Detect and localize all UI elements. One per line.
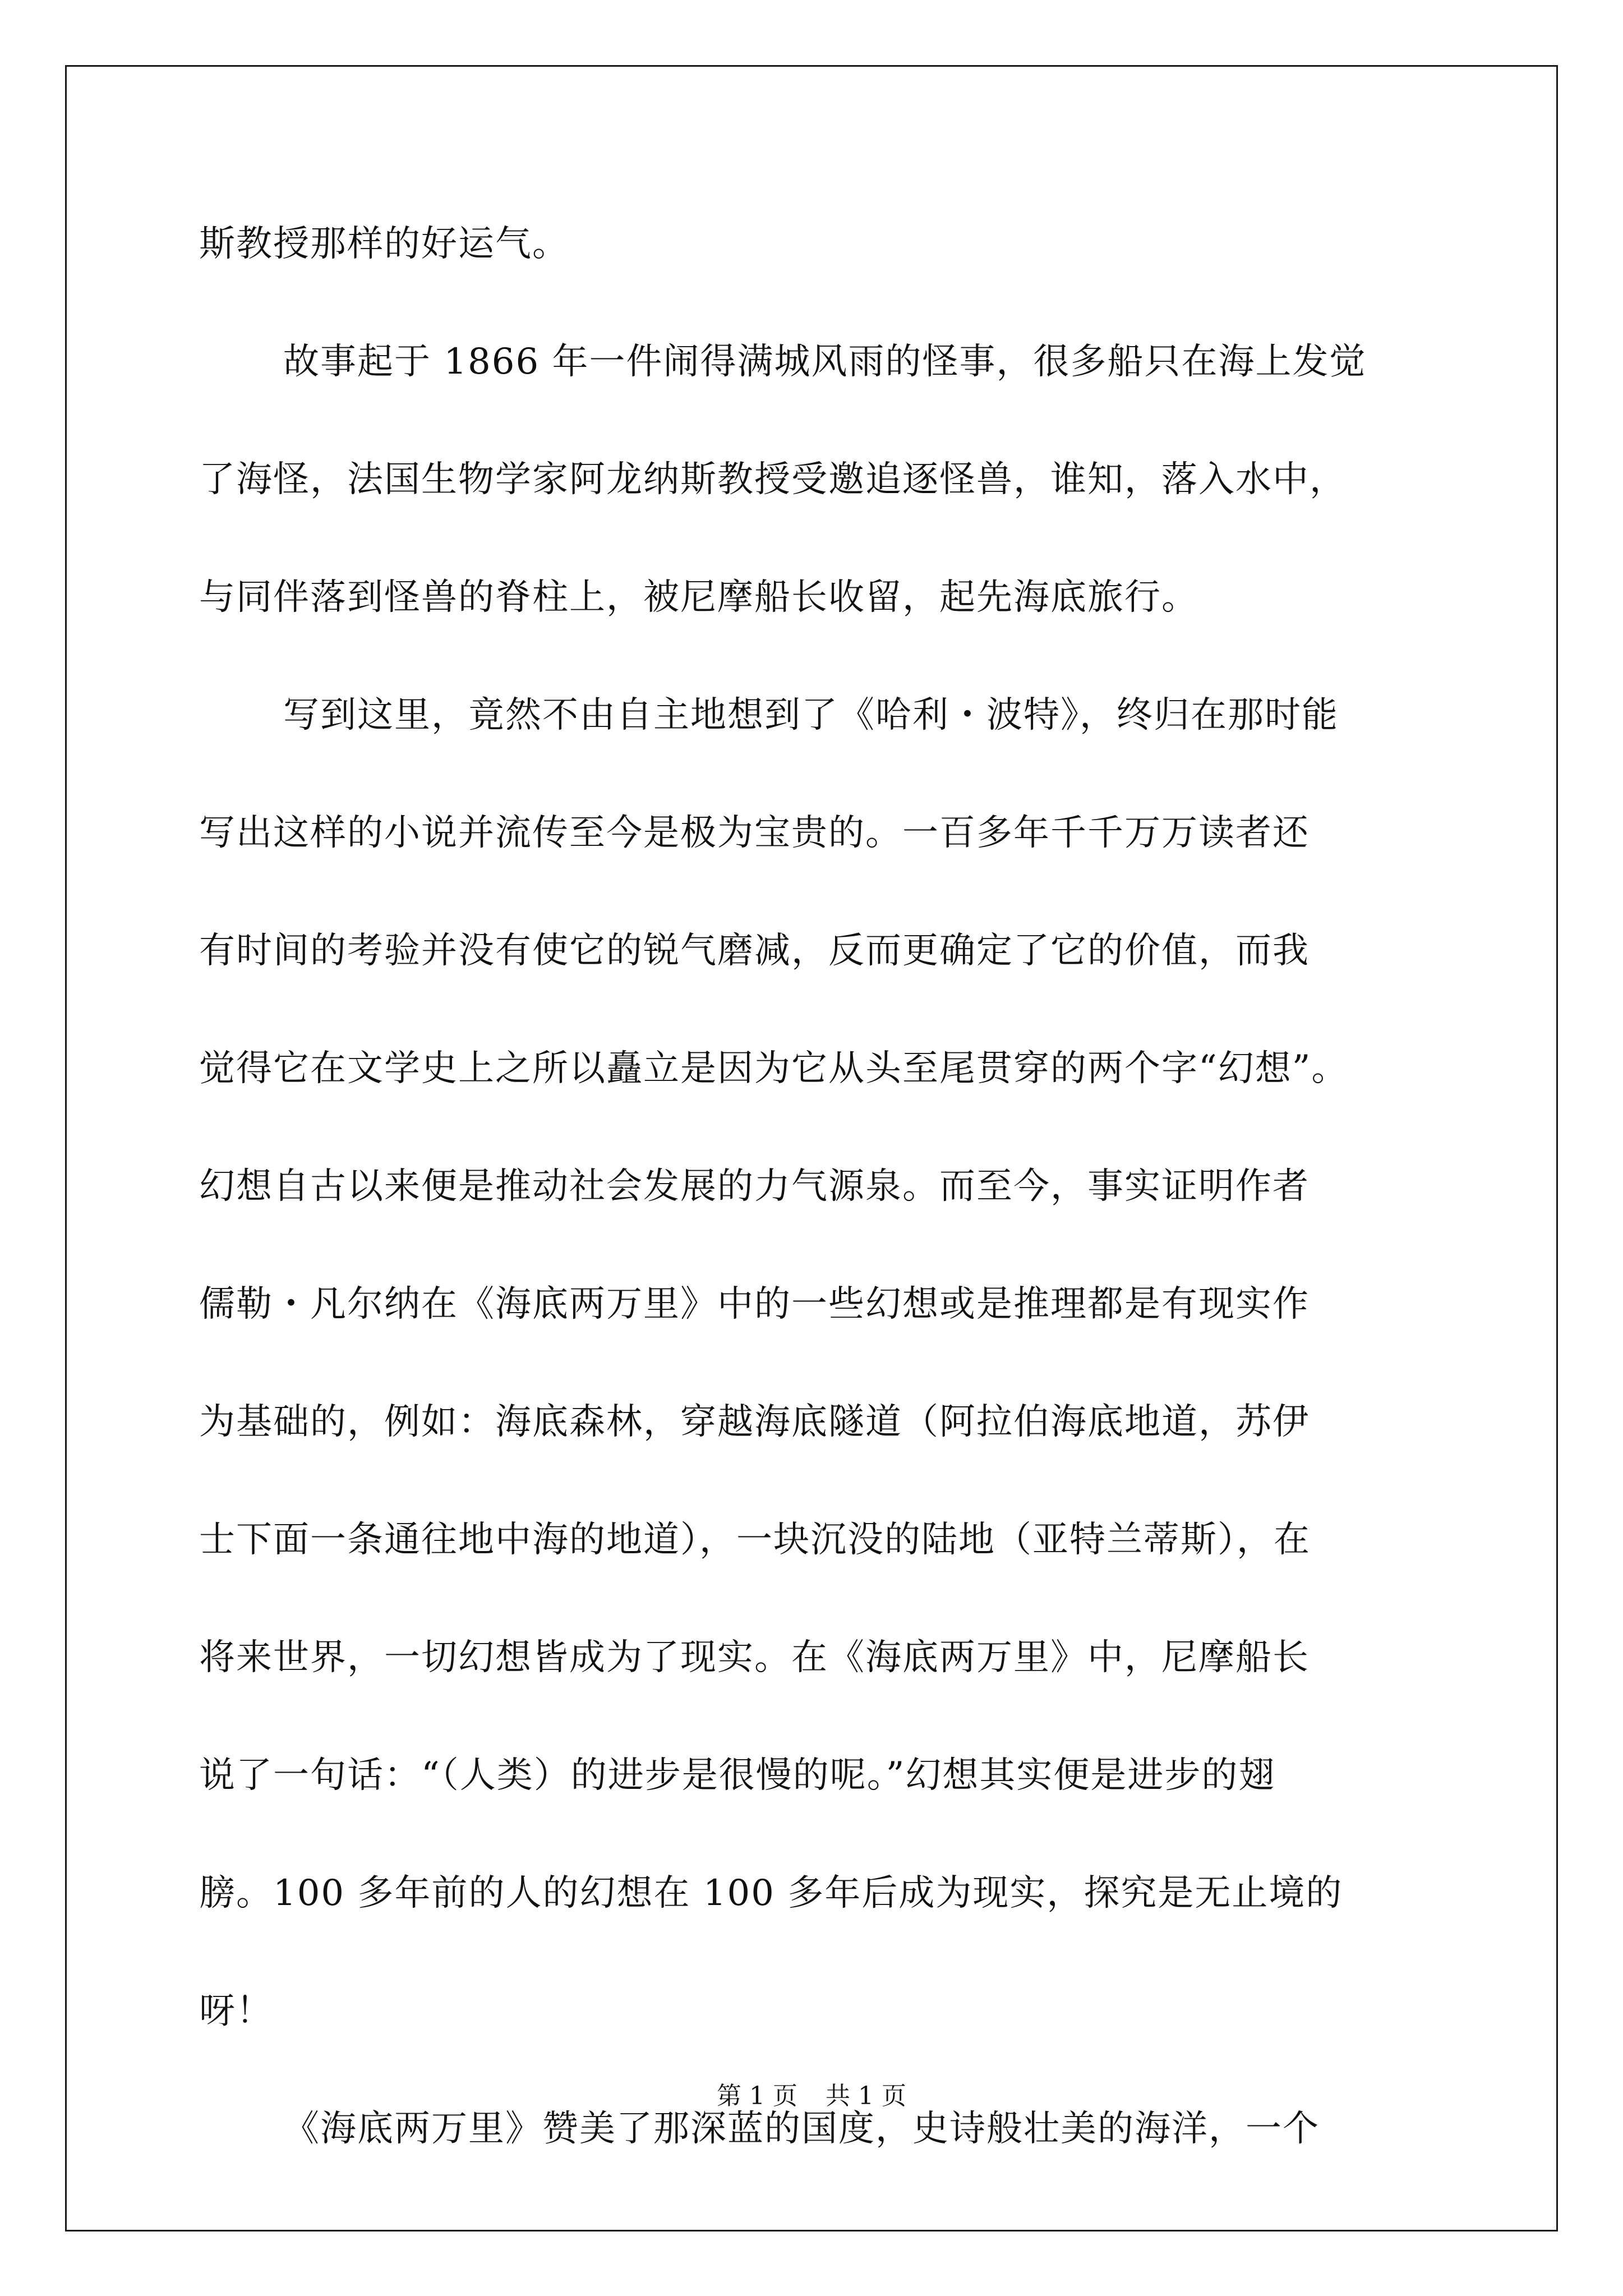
text-line: 说了一句话：“（人类）的进步是很慢的呢。”幻想其实便是进步的翅 <box>199 1755 1276 1796</box>
text-line: 将来世界，一切幻想皆成为了现实。在《海底两万里》中，尼摩船长 <box>199 1637 1310 1678</box>
text-line: 觉得它在文学史上之所以矗立是因为它从头至尾贯穿的两个字“幻想”。 <box>199 1048 1349 1089</box>
text-line: 与同伴落到怪兽的脊柱上，被尼摩船长收留，起先海底旅行。 <box>199 577 1198 618</box>
text-line: 《海底两万里》赞美了那深蓝的国度，史诗般壮美的海洋，一个 <box>283 2108 1320 2150</box>
text-line: 斯教授那样的好运气。 <box>199 223 569 265</box>
text-line: 幻想自古以来便是推动社会发展的力气源泉。而至今，事实证明作者 <box>199 1166 1310 1207</box>
text-line: 儒勒・凡尔纳在《海底两万里》中的一些幻想或是推理都是有现实作 <box>199 1283 1310 1325</box>
text-line: 写出这样的小说并流传至今是极为宝贵的。一百多年千千万万读者还 <box>199 812 1310 854</box>
text-line: 士下面一条通往地中海的地道），一块沉没的陆地（亚特兰蒂斯），在 <box>199 1519 1311 1561</box>
text-line: 为基础的，例如：海底森林，穿越海底隧道（阿拉伯海底地道，苏伊 <box>199 1401 1310 1443</box>
text-line: 膀。100 多年前的人的幻想在 100 多年后成为现实，探究是无止境的 <box>199 1872 1343 1914</box>
text-line: 有时间的考验并没有使它的锐气磨减，反而更确定了它的价值，而我 <box>199 930 1310 972</box>
document-body <box>199 205 1433 2207</box>
text-line: 故事起于 1866 年一件闹得满城风雨的怪事，很多船只在海上发觉 <box>283 341 1367 383</box>
text-line: 了海怪，法国生物学家阿龙纳斯教授受邀追逐怪兽，谁知，落入水中， <box>199 459 1347 500</box>
page-number-total: 共 1 页 <box>826 2082 906 2110</box>
page-number-current: 第 1 页 <box>717 2082 797 2110</box>
text-line: 写到这里，竟然不由自主地想到了《哈利・波特》，终归在那时能 <box>283 694 1339 736</box>
page-footer <box>0 2076 1623 2111</box>
text-line: 呀！ <box>199 1990 273 2032</box>
